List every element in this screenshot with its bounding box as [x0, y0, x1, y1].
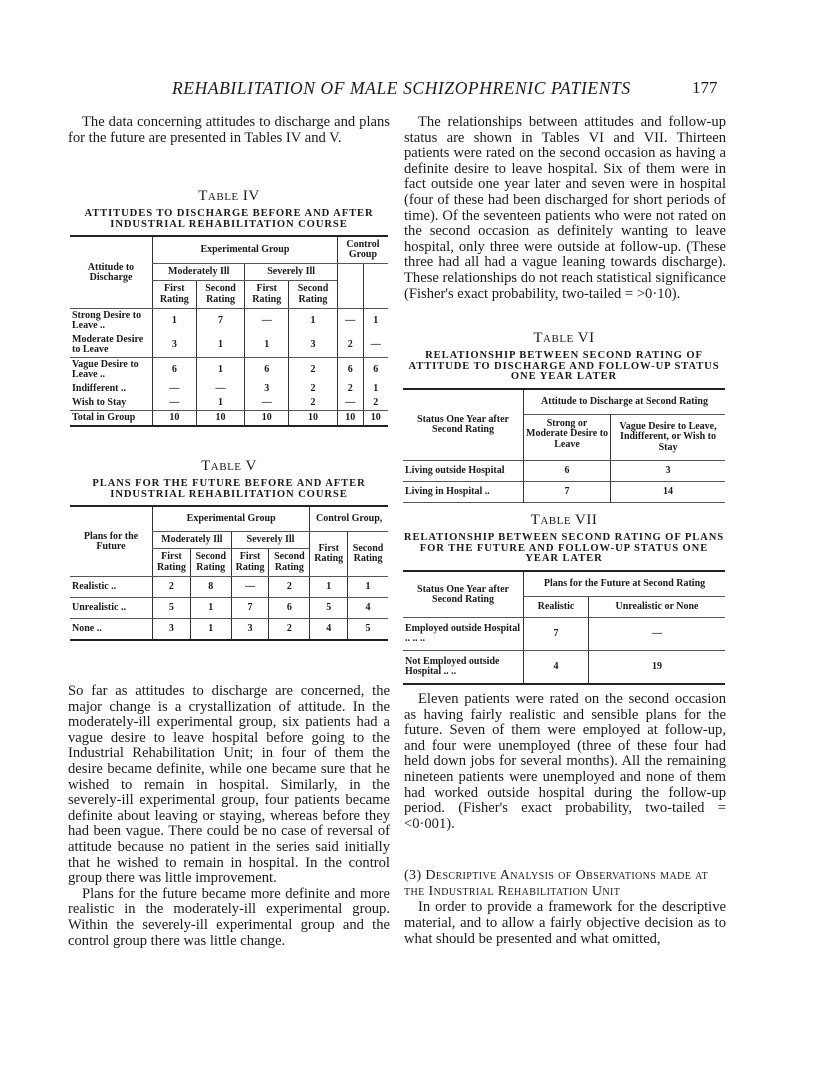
cell-value: 10 [337, 411, 363, 427]
table-vii [403, 512, 725, 685]
cell-value: — [363, 333, 388, 358]
section-heading: (3) Descriptive Analysis of Observations made at the Industrial Rehabilitation Unit [404, 868, 709, 900]
cell-value: 2 [337, 382, 363, 396]
cell-value: 1 [289, 309, 338, 334]
table-vii-col-2: Unrealistic or None [588, 597, 725, 618]
table-iv-col-second: Second Rating [289, 281, 338, 309]
cell-value: 6 [363, 358, 388, 383]
table-row [70, 396, 388, 411]
table-vii-col-1: Realistic [524, 597, 589, 618]
row-label: Realistic .. [70, 577, 153, 598]
table-v-col-second: Second Rating [190, 549, 231, 577]
row-label: Total in Group [70, 411, 153, 427]
cell-value: 1 [190, 619, 231, 641]
cell-value: 4 [348, 598, 388, 619]
page-number: 177 [692, 78, 718, 97]
row-label: Employed outside Hospital .. .. .. [403, 618, 524, 651]
cell-value: 1 [310, 577, 348, 598]
cell-value: 2 [289, 358, 338, 383]
table-iv-control-first-spacer [337, 264, 363, 309]
cell-value: 6 [245, 358, 289, 383]
cell-value: 3 [231, 619, 269, 641]
table-row [403, 651, 725, 685]
table-vi-caption: RELATIONSHIP BETWEEN SECOND RATING OF ATTITUDE TO DISCHARGE AND FOLLOW-UP STATUS ONE YEAR LATER [408, 350, 720, 383]
cell-value: 1 [196, 396, 245, 411]
cell-value: 3 [289, 333, 338, 358]
table-row [70, 411, 388, 427]
cell-value: 1 [363, 382, 388, 396]
table-row [70, 333, 388, 358]
table-vii-grid [403, 570, 725, 686]
paragraph-attitudes: So far as attitudes to discharge are concerned, the major change is a crystallization of attitude. In the moderately-ill experimental group, six patients had a vague desire to leave hospital before going to the Industrial Rehabilitation Unit; in four of them the desire became definite, while one became sure that he wished to remain in hospital. Similarly, in the severely-ill experimental group, four patients became definite about leaving or staying, whereas before they had been vague. There could be no case of reversal of attitude because no patient in the series said initially that he wished to remain in hospital. In the control group there was little improvement. [68, 683, 390, 887]
cell-value: 7 [524, 618, 589, 651]
cell-value: 1 [348, 577, 388, 598]
cell-value: 2 [363, 396, 388, 411]
table-v-experimental-header: Experimental Group [153, 506, 310, 532]
row-label: Moderate Desire to Leave [70, 333, 153, 358]
cell-value: 7 [196, 309, 245, 334]
table-v-col-first: First Rating [153, 549, 191, 577]
running-title: REHABILITATION OF MALE SCHIZOPHRENIC PATIENTS [172, 78, 631, 98]
table-vii-group-header: Plans for the Future at Second Rating [524, 571, 726, 597]
row-label: None .. [70, 619, 153, 641]
table-vi-col-1: Strong or Moderate Desire to Leave [524, 414, 611, 461]
table-iv-title: Table IV [198, 188, 260, 204]
table-row [70, 309, 388, 334]
cell-value: 5 [153, 598, 191, 619]
cell-value: 1 [190, 598, 231, 619]
table-v-row-header: Plans for the Future [70, 506, 153, 577]
cell-value: 2 [153, 577, 191, 598]
table-vi-group-header: Attitude to Discharge at Second Rating [524, 389, 726, 415]
cell-value: 3 [611, 461, 725, 482]
row-label: Indifferent .. [72, 383, 126, 395]
table-vi-title: Table VI [533, 330, 595, 346]
cell-value: — [231, 577, 269, 598]
cell-value: — [245, 309, 289, 334]
cell-value: 10 [363, 411, 388, 427]
cell-value: — [588, 618, 725, 651]
table-iv-caption: ATTITUDES TO DISCHARGE BEFORE AND AFTER INDUSTRIAL REHABILITATION COURSE [84, 208, 374, 230]
table-row [70, 358, 388, 383]
table-vii-title: Table VII [530, 512, 598, 528]
table-vii-row-header: Status One Year after Second Rating [403, 571, 524, 618]
cell-value: — [196, 382, 245, 396]
table-v [70, 458, 388, 641]
table-v-col-first: First Rating [231, 549, 269, 577]
right-column-body [404, 692, 726, 947]
row-label: Unrealistic .. [70, 598, 153, 619]
cell-value: 7 [231, 598, 269, 619]
cell-value: 7 [524, 482, 611, 503]
table-iv-grid [70, 235, 388, 427]
cell-value: 6 [337, 358, 363, 383]
cell-value: 2 [337, 333, 363, 358]
left-column [68, 115, 390, 146]
table-iv-severely-header: Severely Ill [245, 264, 337, 281]
table-vi-col-2: Vague Desire to Leave, Indifferent, or Wish to Stay [611, 414, 725, 461]
table-v-severely-header: Severely Ill [231, 532, 310, 549]
cell-value: 8 [190, 577, 231, 598]
table-vii-caption: RELATIONSHIP BETWEEN SECOND RATING OF PLANS FOR THE FUTURE AND FOLLOW-UP STATUS ONE YEAR LATER [403, 532, 725, 565]
paragraph-eleven-patients: Eleven patients were rated on the second occasion as having fairly realistic and sensible plans for the future. Seven of them were employed at follow-up, and four were unemployed (three of these four had held down jobs for several months). All the remaining nineteen patients were unemployed and none of them had worked outside hospital during the follow-up period. (Fisher's exact probability, two-tailed = <0·001). [404, 691, 726, 832]
cell-value: 5 [348, 619, 388, 641]
cell-value: 1 [153, 309, 197, 334]
cell-value: 1 [363, 309, 388, 334]
table-v-grid [70, 505, 388, 641]
cell-value: 2 [289, 396, 338, 411]
row-label: Living in Hospital .. [403, 482, 524, 503]
table-iv-col-second: Second Rating [196, 281, 245, 309]
table-iv [70, 188, 388, 427]
table-iv-control-second-spacer [363, 264, 388, 309]
cell-value: 1 [196, 358, 245, 383]
table-vi-row-header: Status One Year after Second Rating [403, 389, 524, 461]
table-row [403, 618, 725, 651]
row-label: Vague Desire to Leave .. [72, 359, 139, 381]
paragraph-relationships: The relationships between attitudes and follow-up status are shown in Tables VI and VII. Thirteen patients were rated on the second occasion as having a definite desire to leave hospital. Six of them were in fact outside one year later and seven were in hospital (four of these had been discharged for short periods of time). Of the seventeen patients who were not rated on the second occasion as definitely wanting to leave hospital, only three were outside at follow-up. (These three had all had a vague leaning towards discharge). These relationships do not reach statistical significance (Fisher's exact probability, two-tailed = >0·10). [404, 114, 726, 302]
cell-value: 6 [269, 598, 310, 619]
cell-value: 3 [153, 333, 197, 358]
cell-value: 3 [245, 382, 289, 396]
cell-value: 14 [611, 482, 725, 503]
row-label: Wish to Stay [70, 396, 153, 411]
table-vi [403, 330, 725, 503]
table-row [70, 382, 388, 396]
table-v-control-col-first: First Rating [310, 532, 348, 577]
table-iv-row-header: Attitude to Discharge [70, 236, 153, 309]
table-row [403, 482, 725, 503]
cell-value: 10 [196, 411, 245, 427]
cell-value: 5 [310, 598, 348, 619]
intro-paragraph: The data concerning attitudes to discharge and plans for the future are presented in Tables IV and V. [68, 114, 390, 146]
table-v-moderately-header: Moderately Ill [153, 532, 232, 549]
cell-value: 6 [153, 358, 197, 383]
cell-value: — [337, 396, 363, 411]
cell-value: 10 [245, 411, 289, 427]
cell-value: 10 [289, 411, 338, 427]
row-label: Not Employed outside Hospital .. .. [403, 651, 524, 685]
table-v-caption: PLANS FOR THE FUTURE BEFORE AND AFTER INDUSTRIAL REHABILITATION COURSE [92, 478, 366, 500]
cell-value: — [337, 309, 363, 334]
cell-value: 3 [153, 619, 191, 641]
cell-value: 4 [524, 651, 589, 685]
cell-value: 2 [269, 619, 310, 641]
table-row [70, 598, 388, 619]
paragraph-plans: Plans for the future became more definite and more realistic in the moderately-ill experimental group. Within the severely-ill experimental group and the control group there was little change. [68, 885, 390, 949]
cell-value: — [245, 396, 289, 411]
table-iv-col-first: First Rating [153, 281, 197, 309]
cell-value: 1 [245, 333, 289, 358]
table-row [70, 577, 388, 598]
table-v-title: Table V [201, 458, 257, 474]
cell-value: — [153, 396, 197, 411]
table-v-control-col-second: Second Rating [348, 532, 388, 577]
cell-value: 10 [153, 411, 197, 427]
table-v-control-header: Control Group, [310, 506, 388, 532]
cell-value: 2 [269, 577, 310, 598]
table-iv-experimental-header: Experimental Group [153, 236, 338, 264]
table-v-col-second: Second Rating [269, 549, 310, 577]
right-column-top [404, 115, 726, 302]
cell-value: 4 [310, 619, 348, 641]
cell-value: 6 [524, 461, 611, 482]
cell-value: 1 [196, 333, 245, 358]
paragraph-framework: In order to provide a framework for the descriptive material, and to allow a fairly objective decision as to what should be presented and what omitted, [404, 899, 726, 947]
table-iv-col-first: First Rating [245, 281, 289, 309]
left-column-body [68, 684, 390, 949]
row-label: Strong Desire to Leave .. [72, 310, 142, 332]
table-row [403, 461, 725, 482]
cell-value: 19 [588, 651, 725, 685]
table-iv-moderately-header: Moderately Ill [153, 264, 245, 281]
cell-value: 2 [289, 382, 338, 396]
table-iv-control-header: Control Group [337, 236, 388, 264]
table-row [70, 619, 388, 641]
cell-value: — [153, 382, 197, 396]
table-vi-grid [403, 388, 725, 504]
row-label: Living outside Hospital [403, 461, 524, 482]
